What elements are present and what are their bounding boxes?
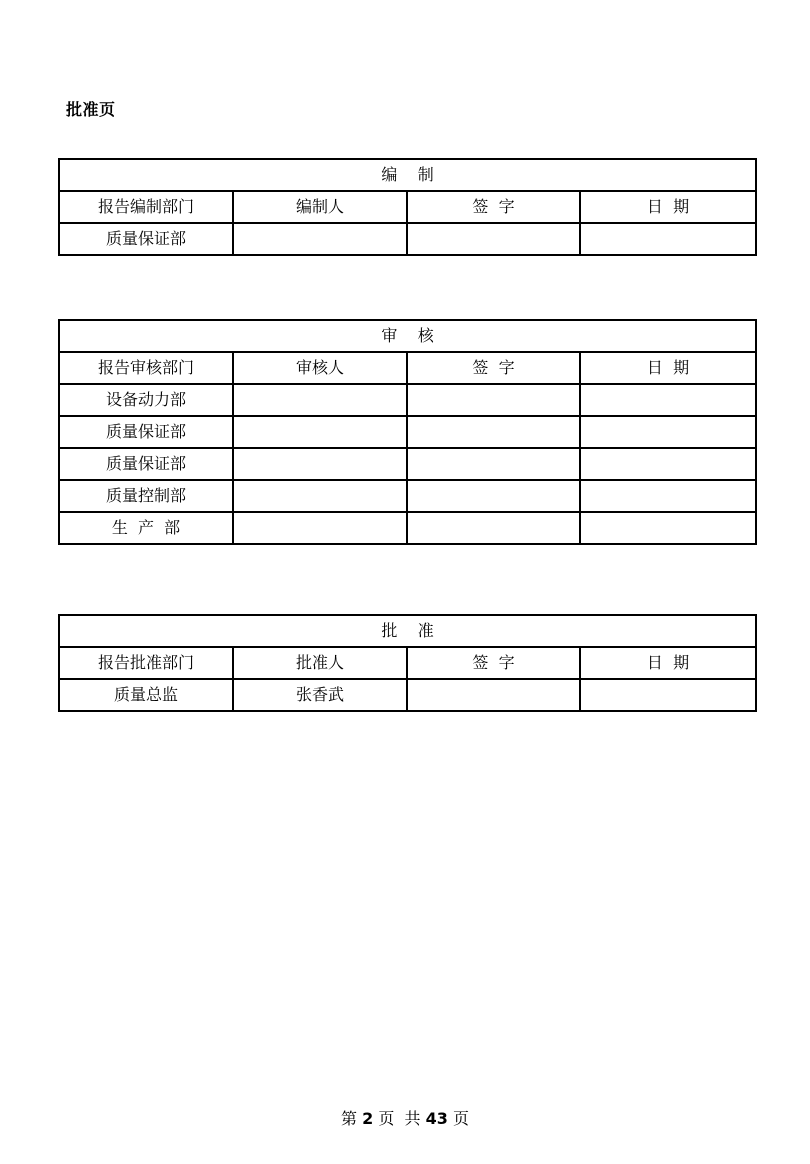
header-person: 批准人: [233, 647, 407, 679]
review-section-title: 审 核: [59, 320, 756, 352]
page-footer: [0, 1106, 810, 1129]
header-person: 编制人: [233, 191, 407, 223]
date-cell: [580, 480, 756, 512]
date-cell: [580, 384, 756, 416]
compile-table: [58, 158, 757, 256]
signature-cell: [407, 384, 580, 416]
date-cell: [580, 223, 756, 255]
header-person: 审核人: [233, 352, 407, 384]
page-title: 批准页: [66, 100, 116, 119]
compile-section-title: 编 制: [59, 159, 756, 191]
header-signature: 签 字: [407, 352, 580, 384]
header-signature: 签 字: [407, 647, 580, 679]
person-cell: 张香武: [233, 679, 407, 711]
date-cell: [580, 512, 756, 544]
review-title-row: [59, 320, 756, 352]
department-cell: 质量保证部: [59, 223, 233, 255]
page-number: 2: [362, 1109, 374, 1128]
person-cell: [233, 223, 407, 255]
approve-section-title: 批 准: [59, 615, 756, 647]
signature-cell: [407, 679, 580, 711]
department-cell: 质量控制部: [59, 480, 233, 512]
compile-title-row: [59, 159, 756, 191]
table-row: [59, 384, 756, 416]
person-cell: [233, 384, 407, 416]
header-signature: 签 字: [407, 191, 580, 223]
table-row: [59, 512, 756, 544]
approve-table: [58, 614, 757, 712]
header-department: 报告批准部门: [59, 647, 233, 679]
signature-cell: [407, 416, 580, 448]
review-header-row: [59, 352, 756, 384]
date-cell: [580, 448, 756, 480]
department-cell: 质量总监: [59, 679, 233, 711]
header-date: 日 期: [580, 191, 756, 223]
person-cell: [233, 480, 407, 512]
department-cell: 生 产 部: [59, 512, 233, 544]
signature-cell: [407, 480, 580, 512]
approve-header-row: [59, 647, 756, 679]
signature-cell: [407, 223, 580, 255]
date-cell: [580, 679, 756, 711]
table-row: [59, 480, 756, 512]
person-cell: [233, 416, 407, 448]
signature-cell: [407, 512, 580, 544]
department-cell: 设备动力部: [59, 384, 233, 416]
approve-title-row: [59, 615, 756, 647]
review-table: [58, 319, 757, 545]
header-department: 报告编制部门: [59, 191, 233, 223]
signature-cell: [407, 448, 580, 480]
footer-prefix: 第: [341, 1109, 358, 1128]
person-cell: [233, 512, 407, 544]
department-cell: 质量保证部: [59, 448, 233, 480]
footer-middle: 页 共: [378, 1109, 421, 1128]
table-row: [59, 416, 756, 448]
table-row: [59, 448, 756, 480]
compile-header-row: [59, 191, 756, 223]
table-row: [59, 679, 756, 711]
table-row: [59, 223, 756, 255]
header-date: 日 期: [580, 647, 756, 679]
person-cell: [233, 448, 407, 480]
total-pages: 43: [425, 1109, 448, 1128]
date-cell: [580, 416, 756, 448]
department-cell: 质量保证部: [59, 416, 233, 448]
header-date: 日 期: [580, 352, 756, 384]
header-department: 报告审核部门: [59, 352, 233, 384]
footer-suffix: 页: [452, 1109, 469, 1128]
